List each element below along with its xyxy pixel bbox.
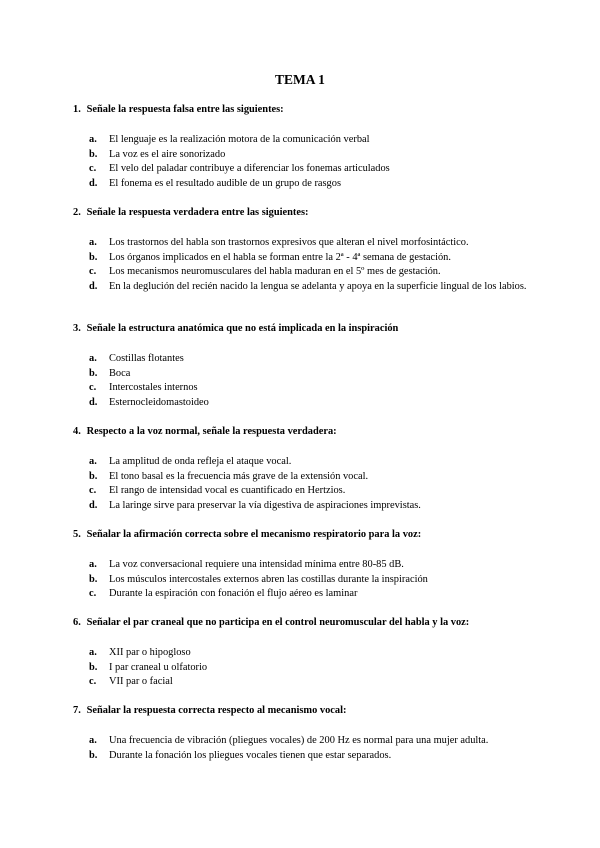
option-letter: c. xyxy=(89,163,97,175)
option-letter: b. xyxy=(89,573,98,585)
option-text: Una frecuencia de vibración (pliegues vocales) de 200 Hz es normal para una mujer adulta. xyxy=(109,735,489,746)
option-item xyxy=(89,573,529,588)
option-letter: a. xyxy=(89,134,97,145)
question-number: 3. xyxy=(73,323,81,334)
option-text: En la deglución del recién nacido la lengua se adelanta y apoya en la superficie lingual de los labios. xyxy=(109,281,527,293)
option-text: Intercostales internos xyxy=(109,382,198,394)
option-letter: a. xyxy=(89,647,97,658)
option-item xyxy=(89,352,529,367)
option-text: El fonema es el resultado audible de un grupo de rasgos xyxy=(109,178,341,190)
option-item xyxy=(89,148,529,163)
option-item xyxy=(89,484,529,499)
question-6 xyxy=(73,617,553,628)
option-letter: b. xyxy=(89,148,98,160)
question-2-options xyxy=(89,236,529,295)
option-text: Esternocleidomastoideo xyxy=(109,397,209,409)
question-text: Señale la respuesta falsa entre las siguientes: xyxy=(86,104,284,115)
question-number: 1. xyxy=(73,104,81,115)
option-text: XII par o hipogloso xyxy=(109,647,191,658)
option-letter: c. xyxy=(89,485,97,497)
option-item xyxy=(89,162,529,177)
option-letter: c. xyxy=(89,676,97,688)
option-item xyxy=(89,675,529,690)
option-item xyxy=(89,381,529,396)
option-text: La voz conversacional requiere una intensidad mínima entre 80-85 dB. xyxy=(109,559,404,570)
question-number: 4. xyxy=(73,426,81,437)
option-item xyxy=(89,251,529,266)
option-letter: c. xyxy=(89,266,97,278)
option-item xyxy=(89,396,529,411)
option-text: Durante la fonación los pliegues vocales tienen que estar separados. xyxy=(109,749,392,761)
option-item xyxy=(89,367,529,382)
option-text: Boca xyxy=(109,367,131,379)
option-text: El tono basal es la frecuencia más grave de la extensión vocal. xyxy=(109,470,369,482)
option-letter: b. xyxy=(89,367,98,379)
option-text: Los trastornos del habla son trastornos expresivos que alteran el nivel morfosintáctico. xyxy=(109,237,469,248)
question-7-options xyxy=(89,734,529,763)
option-text: El rango de intensidad vocal es cuantificado en Hertzios. xyxy=(109,485,346,497)
option-text: El velo del paladar contribuye a diferenciar los fonemas articulados xyxy=(109,163,390,175)
option-text: I par craneal u olfatorio xyxy=(109,661,208,673)
question-text: Señalar el par craneal que no participa en el control neuromuscular del habla y la voz: xyxy=(86,617,470,628)
option-letter: b. xyxy=(89,470,98,482)
question-number: 7. xyxy=(73,705,81,716)
option-letter: a. xyxy=(89,456,97,467)
option-text: Durante la espiración con fonación el flujo aéreo es laminar xyxy=(109,588,358,600)
question-5 xyxy=(73,529,553,540)
option-letter: a. xyxy=(89,353,97,364)
option-item xyxy=(89,661,529,676)
question-text: Señalar la afirmación correcta sobre el mecanismo respiratorio para la voz: xyxy=(86,529,422,540)
question-number: 5. xyxy=(73,529,81,540)
option-letter: d. xyxy=(89,178,98,190)
option-text: El lenguaje es la realización motora de la comunicación verbal xyxy=(109,134,370,145)
question-number: 2. xyxy=(73,207,81,218)
option-letter: c. xyxy=(89,588,97,600)
option-item xyxy=(89,265,529,280)
question-text: Señale la respuesta verdadera entre las siguientes: xyxy=(86,207,309,218)
question-2 xyxy=(73,207,553,218)
question-5-options xyxy=(89,558,529,602)
question-number: 6. xyxy=(73,617,81,628)
option-text: La laringe sirve para preservar la vía digestiva de aspiraciones imprevistas. xyxy=(109,500,421,512)
option-text: Costillas flotantes xyxy=(109,353,184,364)
question-7 xyxy=(73,705,553,716)
option-item xyxy=(89,734,529,749)
option-item xyxy=(89,587,529,602)
option-letter: a. xyxy=(89,735,97,746)
question-3 xyxy=(73,323,553,334)
option-text: Los órganos implicados en el habla se forman entre la 2ª - 4ª semana de gestación. xyxy=(109,251,451,263)
option-item xyxy=(89,749,529,764)
option-letter: d. xyxy=(89,281,98,293)
question-6-options xyxy=(89,646,529,690)
option-item xyxy=(89,558,529,573)
option-item xyxy=(89,133,529,148)
option-letter: b. xyxy=(89,661,98,673)
question-4 xyxy=(73,426,553,437)
option-item xyxy=(89,470,529,485)
option-letter: b. xyxy=(89,749,98,761)
question-text: Señale la estructura anatómica que no está implicada en la inspiración xyxy=(86,323,399,334)
page-title: TEMA 1 xyxy=(275,72,325,87)
question-text: Señalar la respuesta correcta respecto al mecanismo vocal: xyxy=(86,705,347,716)
option-letter: d. xyxy=(89,500,98,512)
option-item xyxy=(89,646,529,661)
option-item xyxy=(89,236,529,251)
option-text: La amplitud de onda refleja el ataque vocal. xyxy=(109,456,292,467)
question-1 xyxy=(73,104,553,115)
option-text: Los músculos intercostales externos abren las costillas durante la inspiración xyxy=(109,573,428,585)
option-text: La voz es el aire sonorizado xyxy=(109,148,226,160)
option-letter: b. xyxy=(89,251,98,263)
question-3-options xyxy=(89,352,529,411)
question-4-options xyxy=(89,455,529,514)
option-letter: d. xyxy=(89,397,98,409)
option-letter: c. xyxy=(89,382,97,394)
option-text: VII par o facial xyxy=(109,676,173,688)
question-1-options xyxy=(89,133,529,192)
option-item xyxy=(89,177,529,192)
option-item xyxy=(89,499,529,514)
option-text: Los mecanismos neuromusculares del habla maduran en el 5º mes de gestación. xyxy=(109,266,441,278)
option-letter: a. xyxy=(89,559,97,570)
option-item xyxy=(89,280,529,295)
option-letter: a. xyxy=(89,237,97,248)
question-text: Respecto a la voz normal, señale la respuesta verdadera: xyxy=(86,426,337,437)
option-item xyxy=(89,455,529,470)
